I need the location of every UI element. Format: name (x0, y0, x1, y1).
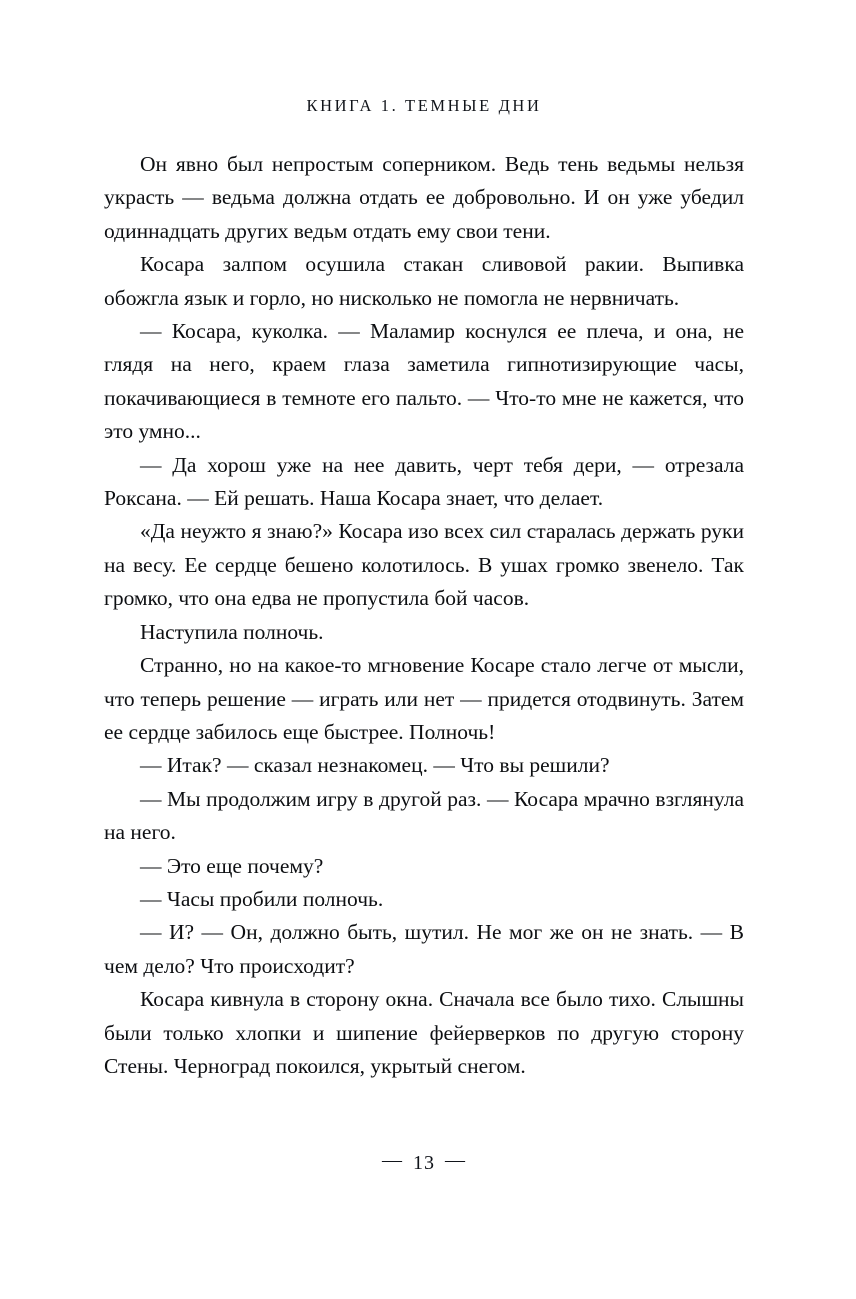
paragraph: Наступила полночь. (140, 619, 324, 644)
paragraph: — Косара, куколка. — Маламир коснулся ее плеча, и она, не глядя на него, краем глаза заметила гипнотизирующие часы, покачивающиеся в темноте его пальто. — Что-то мне не кажется, что это умно... (104, 319, 744, 444)
paragraph: — Часы пробили полночь. (140, 886, 384, 911)
page-content (104, 96, 744, 1083)
paragraph: «Да неужто я знаю?» Косара изо всех сил старалась держать руки на весу. Ее сердце бешено колотилось. В ушах громко звенело. Так громко, что она едва не пропустила бой часов. (104, 519, 744, 611)
running-head: КНИГА 1. ТЕМНЫЕ ДНИ (306, 96, 542, 115)
paragraph: — Это еще почему? (140, 853, 324, 878)
paragraph: Странно, но на какое-то мгновение Косаре стало легче от мысли, что теперь решение — играть или нет — придется отодвинуть. Затем ее сердце забилось еще быстрее. Полночь! (104, 653, 744, 744)
paragraph: Косара кивнула в сторону окна. Сначала все было тихо. Слышны были только хлопки и шипение фейерверков по другую сторону Стены. Черноград покоился, укрытый снегом. (104, 987, 744, 1078)
paragraph: Косара залпом осушила стакан сливовой ракии. Выпивка обожгла язык и горло, но нисколько не помогла не нервничать. (104, 252, 744, 310)
body-text (104, 148, 744, 1083)
page-number: 13 (413, 1152, 435, 1174)
footer-dash-left: — (382, 1149, 403, 1171)
paragraph: Он явно был непростым соперником. Ведь тень ведьмы нельзя украсть — ведьма должна отдать ее добровольно. И он уже убедил одиннадцать других ведьм отдать ему свои тени. (104, 152, 744, 243)
paragraph: — Мы продолжим игру в другой раз. — Косара мрачно взглянула на него. (104, 786, 744, 845)
paragraph: — Да хорош уже на нее давить, черт тебя дери, — отрезала Роксана. — Ей решать. Наша Косара знает, что делает. (104, 452, 744, 511)
paragraph: — И? — Он, должно быть, шутил. Не мог же он не знать. — В чем дело? Что происходит? (104, 920, 744, 978)
paragraph: — Итак? — сказал незнакомец. — Что вы решили? (140, 753, 610, 778)
footer-dash-right: — (445, 1149, 466, 1171)
page-footer (104, 1149, 744, 1175)
